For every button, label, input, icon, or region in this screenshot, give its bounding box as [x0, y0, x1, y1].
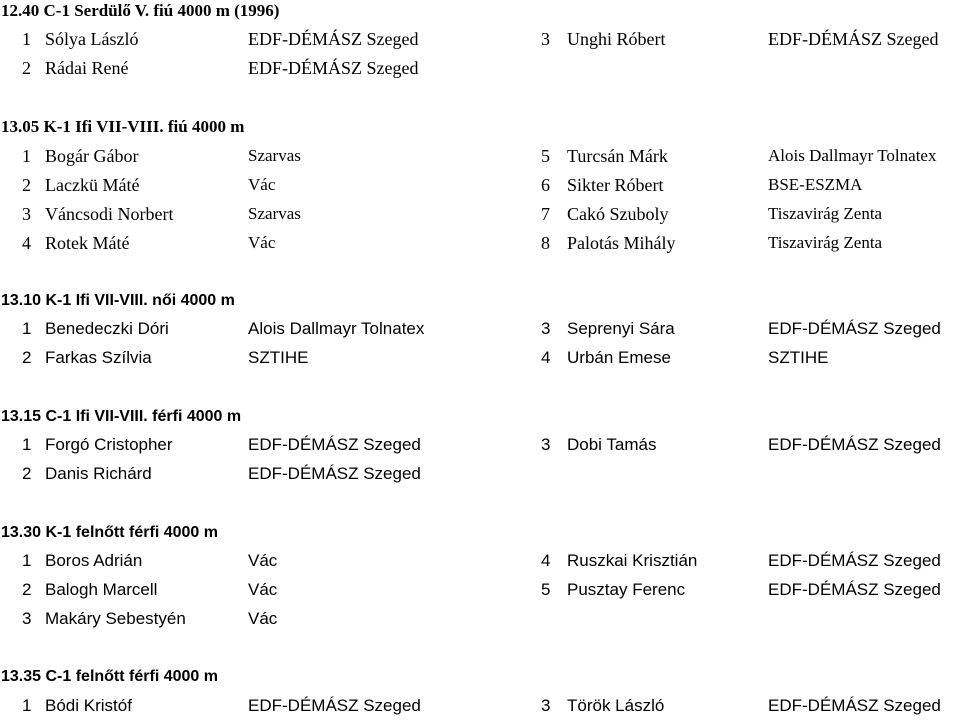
competitor-name: Farkas Szílvia	[45, 348, 152, 367]
event-title: 13.30 K-1 felnőtt férfi 4000 m	[1, 524, 218, 541]
competitor-name: Boros Adrián	[45, 551, 143, 570]
competitor-name: Rádai René	[45, 58, 129, 78]
club-name: EDF-DÉMÁSZ Szeged	[768, 551, 941, 570]
entry-row	[0, 550, 959, 579]
club-name: Alois Dallmayr Tolnatex	[768, 146, 937, 165]
club-name: Szarvas	[248, 204, 301, 223]
entry-number: 1	[22, 319, 32, 338]
club-name: BSE-ESZMA	[768, 175, 863, 194]
competitor-name: Váncsodi Norbert	[45, 204, 174, 224]
entry-row	[0, 57, 959, 86]
competitor-name: Laczkü Máté	[45, 175, 140, 195]
club-name: Vác	[248, 233, 276, 252]
entry-number: 1	[22, 551, 32, 570]
entry-number: 3	[541, 435, 551, 454]
entry-number: 2	[22, 175, 31, 195]
event-title: 13.35 C-1 felnőtt férfi 4000 m	[1, 668, 218, 685]
club-name: SZTIHE	[248, 348, 309, 367]
competitor-name: Bogár Gábor	[45, 146, 139, 166]
entry-row	[0, 434, 959, 463]
entry-number: 7	[541, 204, 550, 224]
entry-number: 1	[22, 435, 32, 454]
competitor-name: Sólya László	[45, 29, 139, 49]
competitor-name: Benedeczki Dóri	[45, 319, 169, 338]
entry-row	[0, 318, 959, 347]
entry-row	[0, 203, 959, 232]
entry-row	[0, 579, 959, 608]
competitor-name: Rotek Máté	[45, 233, 130, 253]
club-name: EDF-DÉMÁSZ Szeged	[248, 464, 421, 483]
entry-number: 1	[22, 29, 31, 49]
event-title: 12.40 C-1 Serdülő V. fiú 4000 m (1996)	[1, 1, 280, 20]
entry-row	[0, 695, 959, 724]
club-name: Vác	[248, 609, 278, 628]
entry-number: 3	[22, 204, 31, 224]
event-title: 13.05 K-1 Ifi VII-VIII. fiú 4000 m	[1, 117, 245, 136]
entry-number: 3	[22, 609, 32, 628]
entry-number: 3	[541, 29, 550, 49]
club-name: EDF-DÉMÁSZ Szeged	[768, 696, 941, 715]
competitor-name: Dobi Tamás	[567, 435, 657, 454]
entry-number: 4	[22, 233, 31, 253]
club-name: EDF-DÉMÁSZ Szeged	[768, 580, 941, 599]
entry-row	[0, 463, 959, 492]
competitor-name: Ruszkai Krisztián	[567, 551, 698, 570]
event-title: 13.15 C-1 Ifi VII-VIII. férfi 4000 m	[1, 408, 242, 425]
entry-row	[0, 145, 959, 174]
competitor-name: Sikter Róbert	[567, 175, 664, 195]
competitor-name: Turcsán Márk	[567, 146, 668, 166]
club-name: Tiszavirág Zenta	[768, 233, 883, 252]
club-name: SZTIHE	[768, 348, 829, 367]
competitor-name: Makáry Sebestyén	[45, 609, 186, 628]
entry-row	[0, 232, 959, 261]
club-name: Vác	[248, 580, 278, 599]
competitor-name: Bódi Kristóf	[45, 696, 132, 715]
entry-row	[0, 28, 959, 57]
entry-number: 1	[22, 146, 31, 166]
competitor-name: Palotás Mihály	[567, 233, 676, 253]
competitor-name: Urbán Emese	[567, 348, 671, 367]
entry-number: 4	[541, 551, 551, 570]
entry-number: 2	[22, 464, 32, 483]
competitor-name: Unghi Róbert	[567, 29, 666, 49]
club-name: Vác	[248, 551, 278, 570]
competitor-name: Forgó Cristopher	[45, 435, 173, 454]
entry-number: 5	[541, 146, 550, 166]
club-name: EDF-DÉMÁSZ Szeged	[248, 58, 419, 78]
entry-number: 2	[22, 580, 32, 599]
entry-number: 5	[541, 580, 551, 599]
entry-row	[0, 347, 959, 376]
club-name: Alois Dallmayr Tolnatex	[248, 319, 425, 338]
competitor-name: Danis Richárd	[45, 464, 152, 483]
entry-row	[0, 608, 959, 637]
club-name: EDF-DÉMÁSZ Szeged	[768, 435, 941, 454]
club-name: EDF-DÉMÁSZ Szeged	[248, 29, 419, 49]
club-name: Szarvas	[248, 146, 301, 165]
competitor-name: Török László	[567, 696, 665, 715]
club-name: Vác	[248, 175, 276, 194]
competitor-name: Pusztay Ferenc	[567, 580, 686, 599]
entry-row	[0, 174, 959, 203]
club-name: EDF-DÉMÁSZ Szeged	[248, 696, 421, 715]
club-name: EDF-DÉMÁSZ Szeged	[248, 435, 421, 454]
club-name: EDF-DÉMÁSZ Szeged	[768, 29, 939, 49]
event-title: 13.10 K-1 Ifi VII-VIII. női 4000 m	[1, 292, 235, 309]
entry-number: 3	[541, 696, 551, 715]
club-name: Tiszavirág Zenta	[768, 204, 883, 223]
entry-number: 4	[541, 348, 551, 367]
entry-number: 2	[22, 58, 31, 78]
entry-number: 6	[541, 175, 550, 195]
entry-number: 2	[22, 348, 32, 367]
club-name: EDF-DÉMÁSZ Szeged	[768, 319, 941, 338]
entry-number: 3	[541, 319, 551, 338]
competitor-name: Seprenyi Sára	[567, 319, 675, 338]
entry-number: 8	[541, 233, 550, 253]
entry-number: 1	[22, 696, 32, 715]
competitor-name: Balogh Marcell	[45, 580, 158, 599]
competitor-name: Cakó Szuboly	[567, 204, 669, 224]
